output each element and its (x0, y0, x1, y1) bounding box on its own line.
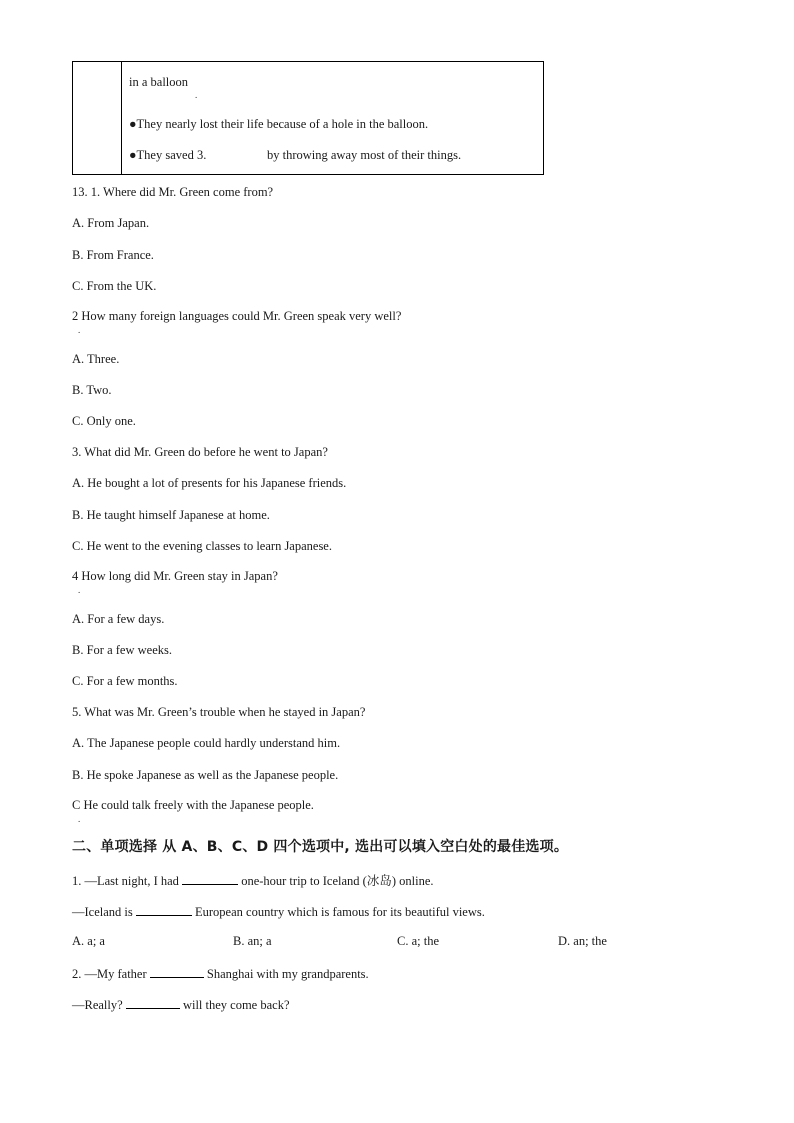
stray-dot: . (78, 585, 81, 595)
q1-option-b: B. From France. (72, 248, 154, 262)
q5-option-c: C He could talk freely with the Japanese people. (72, 798, 314, 812)
s2-q1-line1-b: one-hour trip to Iceland (冰岛) online. (241, 874, 434, 888)
answer-blank (126, 996, 180, 1009)
table-bullet-1: ●They nearly lost their life because of a hole in the balloon. (129, 117, 429, 131)
q1-option-a: A. From Japan. (72, 216, 150, 230)
q5-option-a: A. The Japanese people could hardly understand him. (72, 736, 341, 750)
q3-option-b: B. He taught himself Japanese at home. (72, 508, 270, 522)
s2-q1-option-c: C. a; the (397, 934, 440, 948)
q3-option-a: A. He bought a lot of presents for his Japanese friends. (72, 476, 347, 490)
stray-dot: . (78, 814, 81, 824)
s2-q1-line1 (72, 872, 434, 889)
s2-q2-line1-b: Shanghai with my grandparents. (206, 967, 369, 981)
q1-option-c: C. From the UK. (72, 279, 157, 293)
q5-option-b: B. He spoke Japanese as well as the Japanese people. (72, 768, 339, 782)
q5-question: 5. What was Mr. Green’s trouble when he stayed in Japan? (72, 705, 366, 719)
q2-option-c: C. Only one. (72, 414, 136, 428)
q4-question: 4 How long did Mr. Green stay in Japan? (72, 569, 278, 583)
s2-q1-option-b: B. an; a (233, 934, 272, 948)
q4-option-b: B. For a few weeks. (72, 643, 172, 657)
answer-blank (150, 965, 204, 978)
answer-blank (182, 872, 238, 885)
q13-intro: 13. 1. Where did Mr. Green come from? (72, 185, 274, 199)
q3-option-c: C. He went to the evening classes to learn Japanese. (72, 539, 332, 553)
s2-q1-option-d: D. an; the (558, 934, 607, 948)
q2-question: 2 How many foreign languages could Mr. Green speak very well? (72, 309, 402, 323)
s2-q1-line2-a: —Iceland is (72, 905, 133, 919)
q4-option-a: A. For a few days. (72, 612, 165, 626)
stray-dot: . (195, 90, 198, 100)
stray-dot: . (78, 325, 81, 335)
s2-q1-line1-a: 1. —Last night, I had (72, 874, 179, 888)
q2-option-b: B. Two. (72, 383, 112, 397)
table-bullet-2a: ●They saved 3. (129, 148, 207, 162)
table-row-text: in a balloon (129, 75, 189, 89)
table-divider (121, 62, 122, 174)
s2-q1-line2-b: European country which is famous for its beautiful views. (195, 905, 485, 919)
s2-q1-option-a: A. a; a (72, 934, 105, 948)
s2-q2-line2 (72, 996, 290, 1013)
s2-q2-line1-a: 2. —My father (72, 967, 147, 981)
s2-q2-line2-b: will they come back? (182, 998, 290, 1012)
s2-q2-line2-a: —Really? (72, 998, 123, 1012)
s2-q1-line2 (72, 903, 485, 920)
q4-option-c: C. For a few months. (72, 674, 178, 688)
s2-q2-line1 (72, 965, 369, 982)
answer-blank (136, 903, 192, 916)
q2-option-a: A. Three. (72, 352, 120, 366)
table-bullet-2b: by throwing away most of their things. (267, 148, 462, 162)
q3-question: 3. What did Mr. Green do before he went to Japan? (72, 445, 328, 459)
section-heading: 二、单项选择 从 A、B、C、D 四个选项中, 选出可以填入空白处的最佳选项。 (72, 839, 569, 855)
